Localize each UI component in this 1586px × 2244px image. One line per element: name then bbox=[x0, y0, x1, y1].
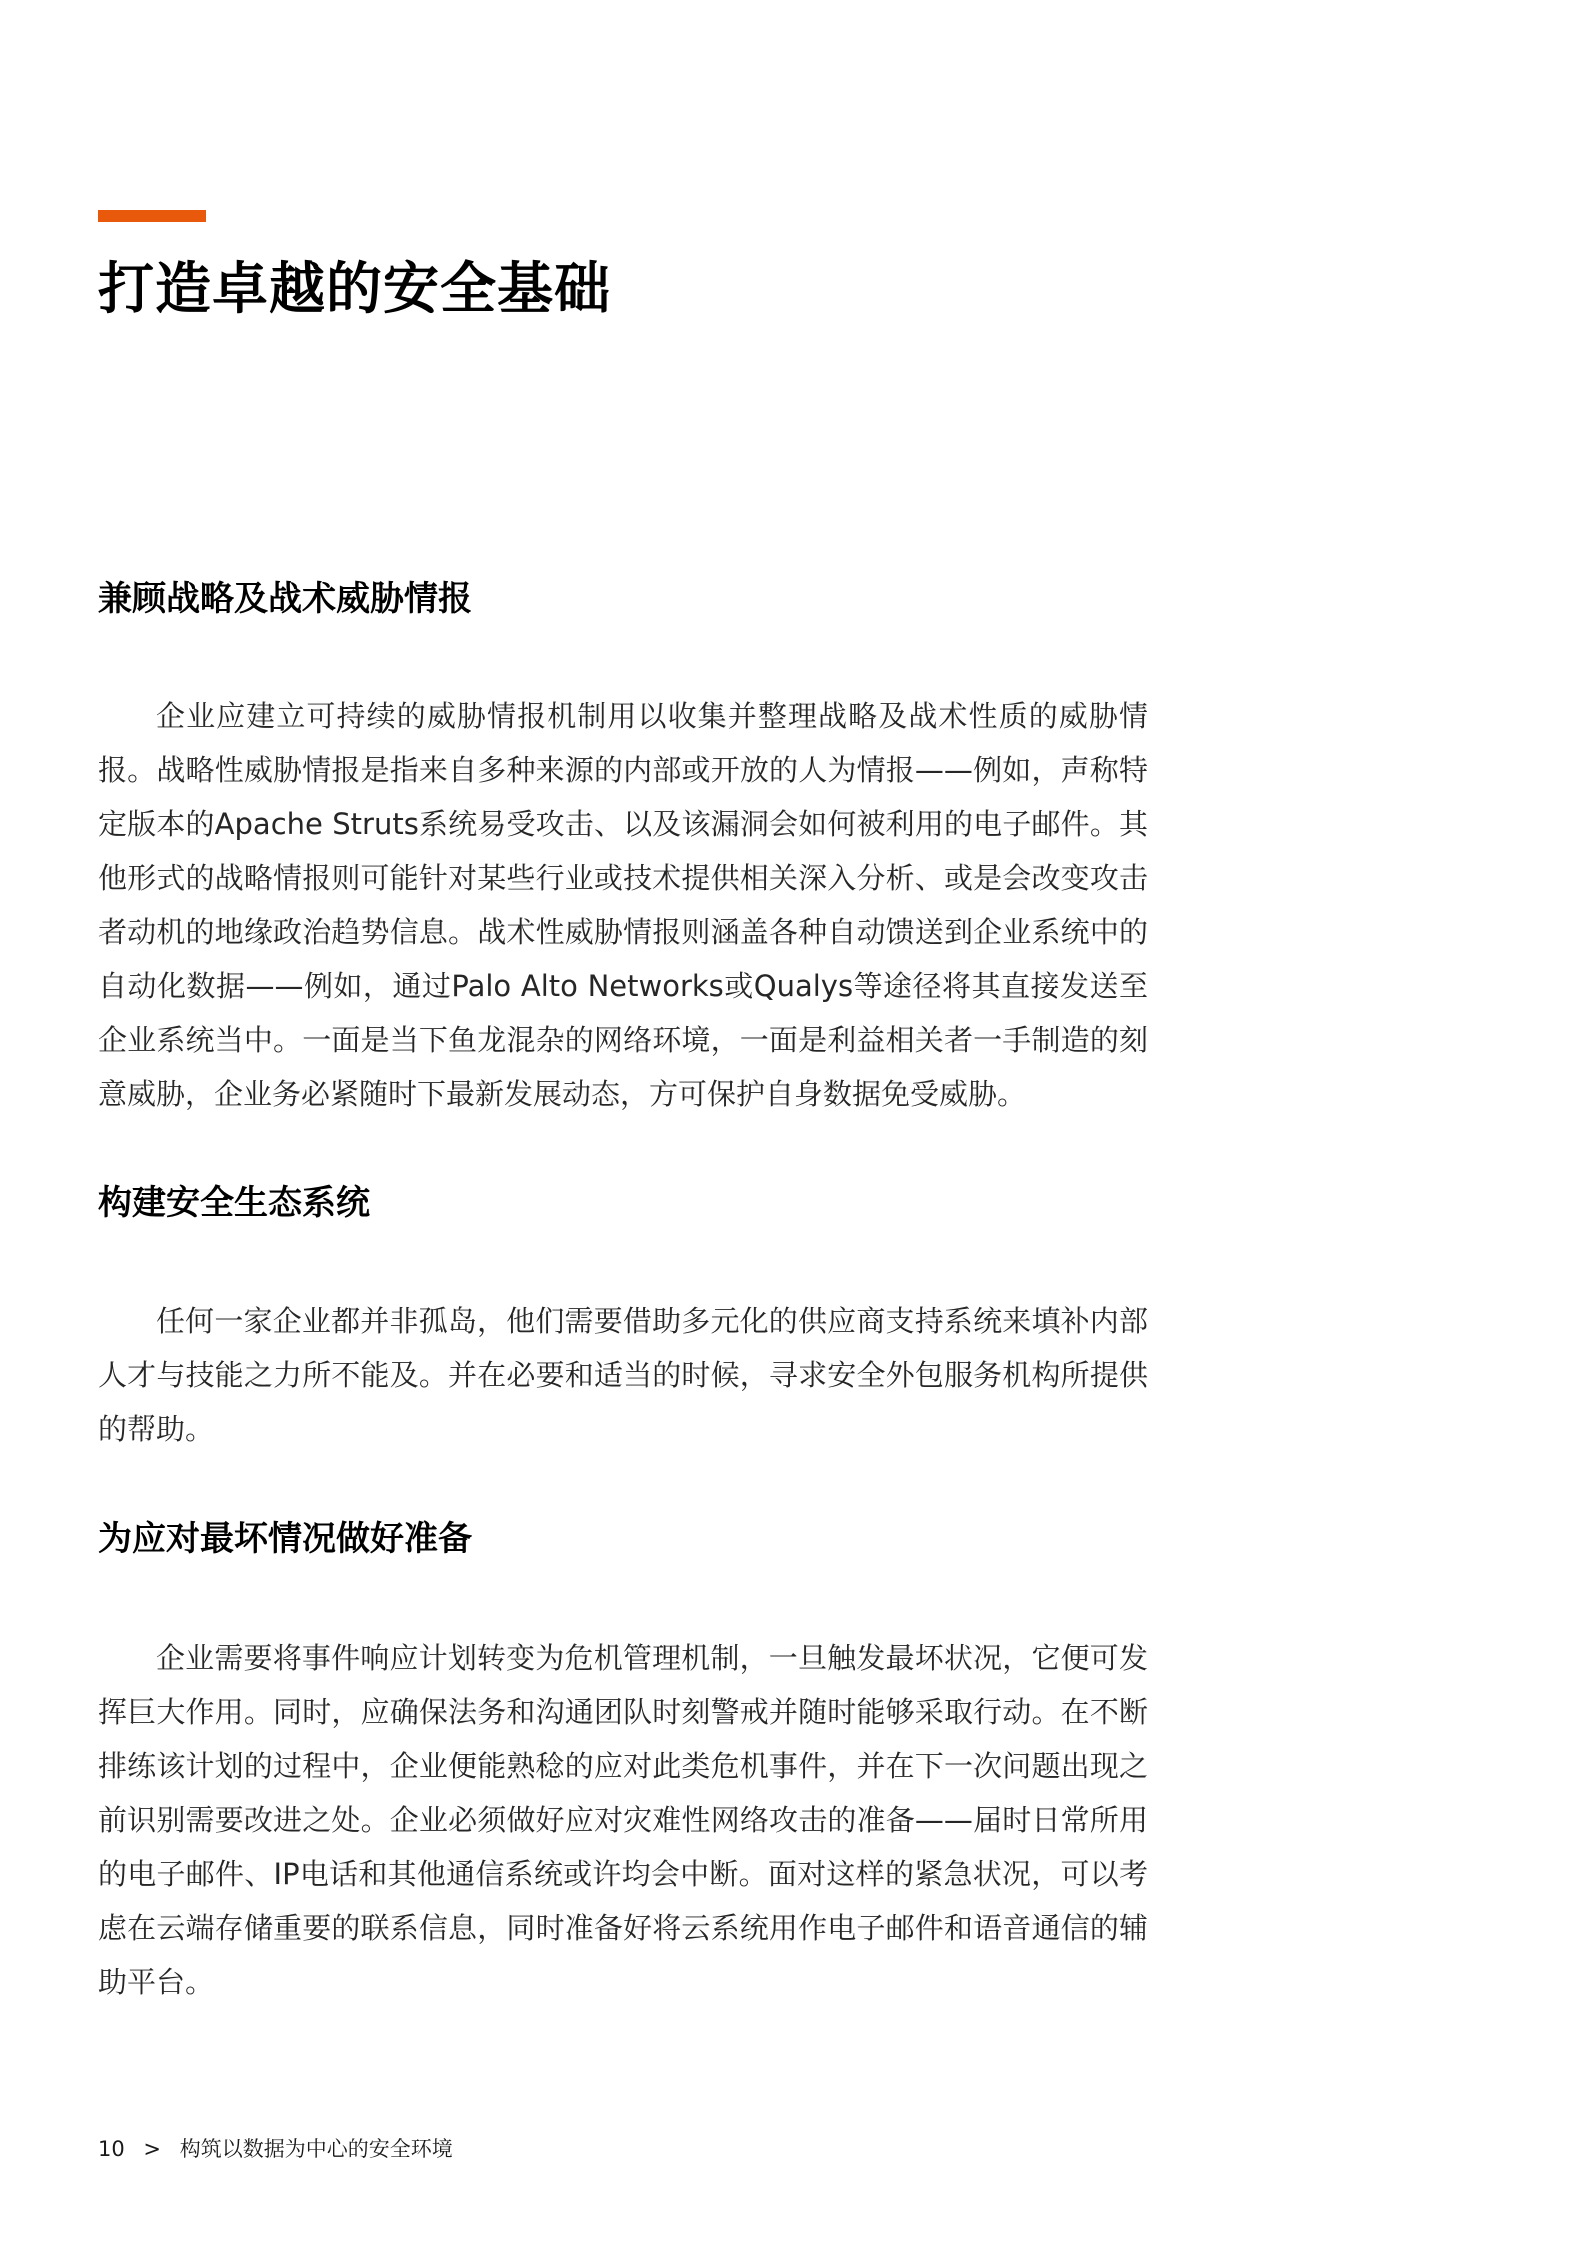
footer-separator: > bbox=[143, 2137, 162, 2161]
section-heading-threat-intel: 兼顾战略及战术威胁情报 bbox=[98, 579, 472, 619]
section-body-ecosystem: 任何一家企业都并非孤岛，他们需要借助多元化的供应商支持系统来填补内部人才与技能之力所不能及。并在必要和适当的时候，寻求安全外包服务机构所提供的帮助。 bbox=[98, 1304, 1148, 1446]
publication-title: 构筑以数据为中心的安全环境 bbox=[179, 2137, 453, 2161]
section-body-worst-case: 企业需要将事件响应计划转变为危机管理机制，一旦触发最坏状况，它便可发挥巨大作用。同时，应确保法务和沟通团队时刻警戒并随时能够采取行动。在不断排练该计划的过程中，企业便能熟稔的应对此类危机事件，并在下一次问题出现之前识别需要改进之处。企业必须做好应对灾难性网络攻击的准备——届时日常所用的电子邮件、IP电话和其他通信系统或许均会中断。面对这样的紧急状况，可以考虑在云端存储重要的联系信息，同时准备好将云系统用作电子邮件和语音通信的辅助平台。 bbox=[98, 1641, 1148, 1999]
section-body-threat-intel: 企业应建立可持续的威胁情报机制用以收集并整理战略及战术性质的威胁情报。战略性威胁情报是指来自多种来源的内部或开放的人为情报——例如，声称特定版本的Apache Struts系统易受攻击、以及该漏洞会如何被利用的电子邮件。其他形式的战略情报则可能针对某些行业或技术提供相关深入分析、或是会改变攻击者动机的地缘政治趋势信息。战术性威胁情报则涵盖各种自动馈送到企业系统中的自动化数据——例如，通过Palo Alto Networks或Qualys等途径将其直接发送至企业系统当中。一面是当下鱼龙混杂的网络环境，一面是利益相关者一手制造的刻意威胁，企业务必紧随时下最新发展动态，方可保护自身数据免受威胁。 bbox=[98, 699, 1148, 1111]
section-heading-worst-case: 为应对最坏情况做好准备 bbox=[98, 1519, 472, 1559]
page-title: 打造卓越的安全基础 bbox=[98, 257, 611, 322]
page-number: 10 bbox=[98, 2137, 125, 2161]
section-heading-ecosystem: 构建安全生态系统 bbox=[98, 1183, 370, 1223]
accent-bar bbox=[98, 210, 206, 222]
page-footer bbox=[98, 2134, 453, 2164]
